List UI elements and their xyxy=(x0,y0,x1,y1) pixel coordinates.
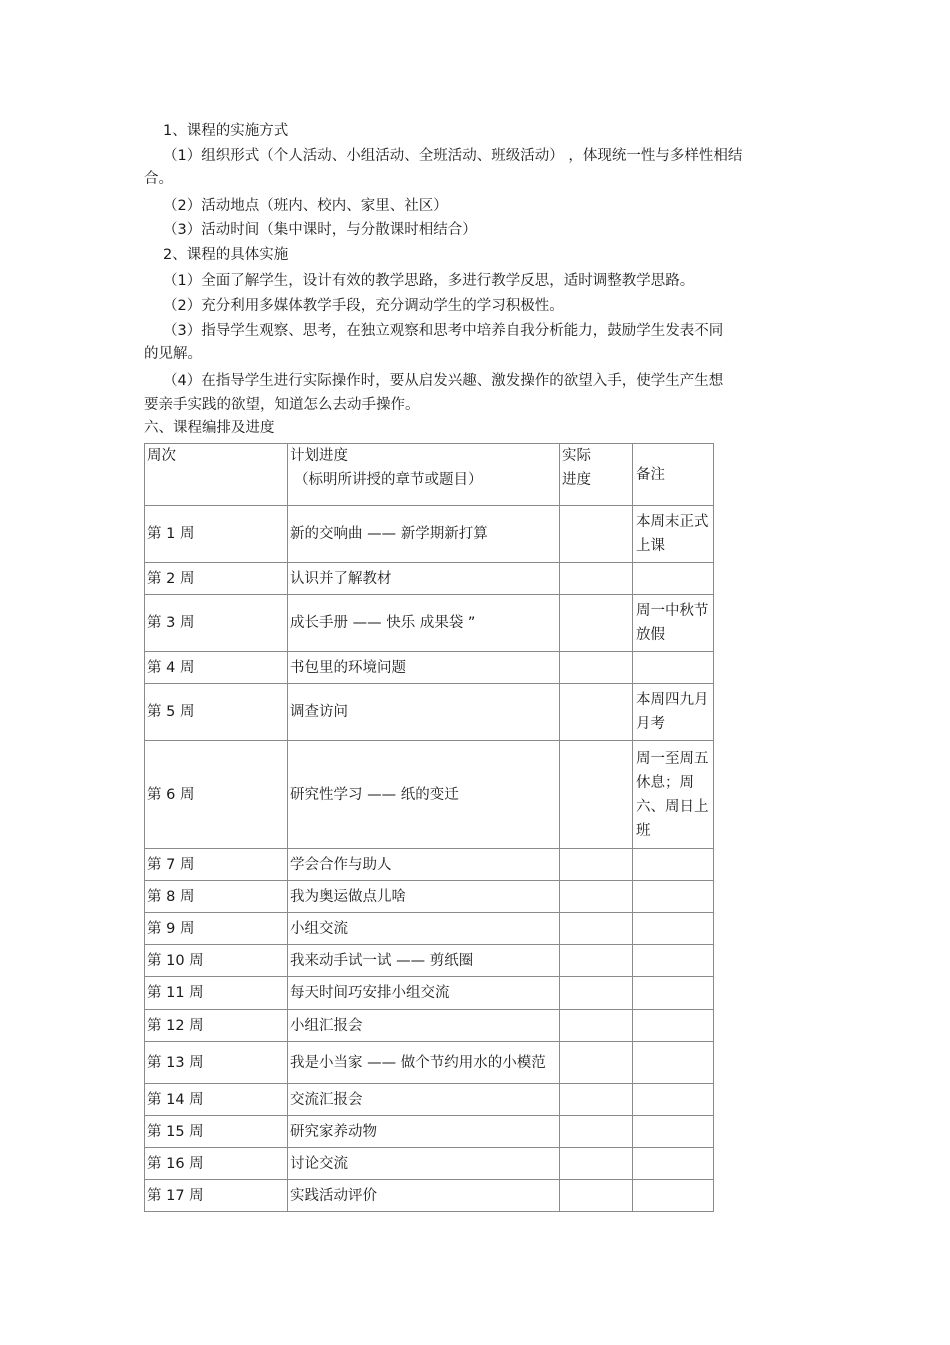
week-cell: 第 10 周 xyxy=(145,945,288,977)
week-cell: 第 13 周 xyxy=(145,1042,288,1084)
actual-cell xyxy=(560,563,633,595)
plan-cell: 讨论交流 xyxy=(288,1148,560,1180)
table-row xyxy=(145,1180,714,1212)
note-cell xyxy=(633,1042,714,1084)
plan-cell: 调查访问 xyxy=(288,684,560,741)
actual-cell xyxy=(560,1116,633,1148)
week-cell: 第 8 周 xyxy=(145,881,288,913)
week-cell: 第 4 周 xyxy=(145,652,288,684)
section-heading: 1、课程的实施方式 xyxy=(163,123,289,139)
plan-cell: 学会合作与助人 xyxy=(288,849,560,881)
note-cell xyxy=(633,945,714,977)
header-week: 周次 xyxy=(145,444,288,506)
plan-cell: 新的交响曲 —— 新学期新打算 xyxy=(288,506,560,563)
actual-cell xyxy=(560,1042,633,1084)
week-cell: 第 15 周 xyxy=(145,1116,288,1148)
table-row xyxy=(145,881,714,913)
paragraph-line: （3）指导学生观察、思考，在独立观察和思考中培养自我分析能力，鼓励学生发表不同 xyxy=(163,323,724,339)
paragraph-line: （1）组织形式（个人活动、小组活动、全班活动、班级活动） ，体现统一性与多样性相结 xyxy=(163,148,743,164)
table-row xyxy=(145,945,714,977)
note-cell xyxy=(633,563,714,595)
actual-cell xyxy=(560,881,633,913)
week-cell: 第 16 周 xyxy=(145,1148,288,1180)
actual-cell xyxy=(560,684,633,741)
paragraph-line: （2）活动地点（班内、校内、家里、社区） xyxy=(163,198,448,214)
week-cell: 第 6 周 xyxy=(145,741,288,849)
plan-cell: 实践活动评价 xyxy=(288,1180,560,1212)
table-row xyxy=(145,684,714,741)
table-row xyxy=(145,595,714,652)
table-row xyxy=(145,506,714,563)
note-cell xyxy=(633,1148,714,1180)
table-row xyxy=(145,563,714,595)
note-cell xyxy=(633,881,714,913)
header-actual-line1: 实际 xyxy=(562,448,591,464)
table-header-row xyxy=(145,444,714,506)
note-cell xyxy=(633,1010,714,1042)
table-row xyxy=(145,849,714,881)
table-row xyxy=(145,1148,714,1180)
plan-cell: 我是小当家 —— 做个节约用水的小模范 xyxy=(288,1042,560,1084)
week-cell: 第 2 周 xyxy=(145,563,288,595)
plan-cell: 我来动手试一试 —— 剪纸圈 xyxy=(288,945,560,977)
note-cell xyxy=(633,849,714,881)
week-cell: 第 17 周 xyxy=(145,1180,288,1212)
note-cell xyxy=(633,1180,714,1212)
actual-cell xyxy=(560,1180,633,1212)
section-heading: 2、课程的具体实施 xyxy=(163,247,289,263)
plan-cell: 小组汇报会 xyxy=(288,1010,560,1042)
plan-cell: 小组交流 xyxy=(288,913,560,945)
actual-cell xyxy=(560,595,633,652)
paragraph-line: 合。 xyxy=(144,171,173,187)
week-cell: 第 1 周 xyxy=(145,506,288,563)
schedule-table xyxy=(144,443,714,1212)
plan-cell: 交流汇报会 xyxy=(288,1084,560,1116)
week-cell: 第 7 周 xyxy=(145,849,288,881)
note-cell: 本周末正式上课 xyxy=(633,506,714,563)
note-cell: 周一中秋节放假 xyxy=(633,595,714,652)
actual-cell xyxy=(560,977,633,1010)
note-cell xyxy=(633,1116,714,1148)
table-row xyxy=(145,1116,714,1148)
actual-cell xyxy=(560,1148,633,1180)
week-cell: 第 5 周 xyxy=(145,684,288,741)
actual-cell xyxy=(560,741,633,849)
header-plan-line2: （标明所讲授的章节或题目） xyxy=(294,472,483,488)
week-cell: 第 9 周 xyxy=(145,913,288,945)
note-cell: 周一至周五休息；周六、周日上班 xyxy=(633,741,714,849)
plan-cell: 认识并了解教材 xyxy=(288,563,560,595)
paragraph-line: （2）充分利用多媒体教学手段，充分调动学生的学习积极性。 xyxy=(163,298,564,314)
actual-cell xyxy=(560,652,633,684)
table-row xyxy=(145,913,714,945)
actual-cell xyxy=(560,913,633,945)
plan-cell: 书包里的环境问题 xyxy=(288,652,560,684)
table-row xyxy=(145,741,714,849)
actual-cell xyxy=(560,506,633,563)
plan-cell: 我为奥运做点儿啥 xyxy=(288,881,560,913)
actual-cell xyxy=(560,945,633,977)
actual-cell xyxy=(560,1010,633,1042)
table-row xyxy=(145,1010,714,1042)
table-row xyxy=(145,652,714,684)
note-cell xyxy=(633,1084,714,1116)
header-plan xyxy=(288,444,560,506)
week-cell: 第 14 周 xyxy=(145,1084,288,1116)
table-row xyxy=(145,1042,714,1084)
table-row xyxy=(145,1084,714,1116)
paragraph-line: 要亲手实践的欲望，知道怎么去动手操作。 xyxy=(144,397,420,413)
week-cell: 第 11 周 xyxy=(145,977,288,1010)
header-plan-line1: 计划进度 xyxy=(290,448,348,464)
header-actual xyxy=(560,444,633,506)
plan-cell: 研究性学习 —— 纸的变迁 xyxy=(288,741,560,849)
table-row xyxy=(145,977,714,1010)
note-cell xyxy=(633,652,714,684)
paragraph-line: （1）全面了解学生，设计有效的教学思路，多进行教学反思，适时调整教学思路。 xyxy=(163,273,695,289)
paragraph-line: （3）活动时间（集中课时，与分散课时相结合） xyxy=(163,222,477,238)
week-cell: 第 3 周 xyxy=(145,595,288,652)
paragraph-line: 的见解。 xyxy=(144,346,202,362)
plan-cell: 研究家养动物 xyxy=(288,1116,560,1148)
plan-cell: 成长手册 —— 快乐 成果袋 ” xyxy=(288,595,560,652)
section-heading: 六、课程编排及进度 xyxy=(144,420,275,436)
header-actual-line2: 进度 xyxy=(562,472,591,488)
note-cell: 本周四九月月考 xyxy=(633,684,714,741)
actual-cell xyxy=(560,1084,633,1116)
note-cell xyxy=(633,913,714,945)
header-note: 备注 xyxy=(633,444,714,506)
week-cell: 第 12 周 xyxy=(145,1010,288,1042)
paragraph-line: （4）在指导学生进行实际操作时，要从启发兴趣、激发操作的欲望入手，使学生产生想 xyxy=(163,373,724,389)
actual-cell xyxy=(560,849,633,881)
note-cell xyxy=(633,977,714,1010)
plan-cell: 每天时间巧安排小组交流 xyxy=(288,977,560,1010)
